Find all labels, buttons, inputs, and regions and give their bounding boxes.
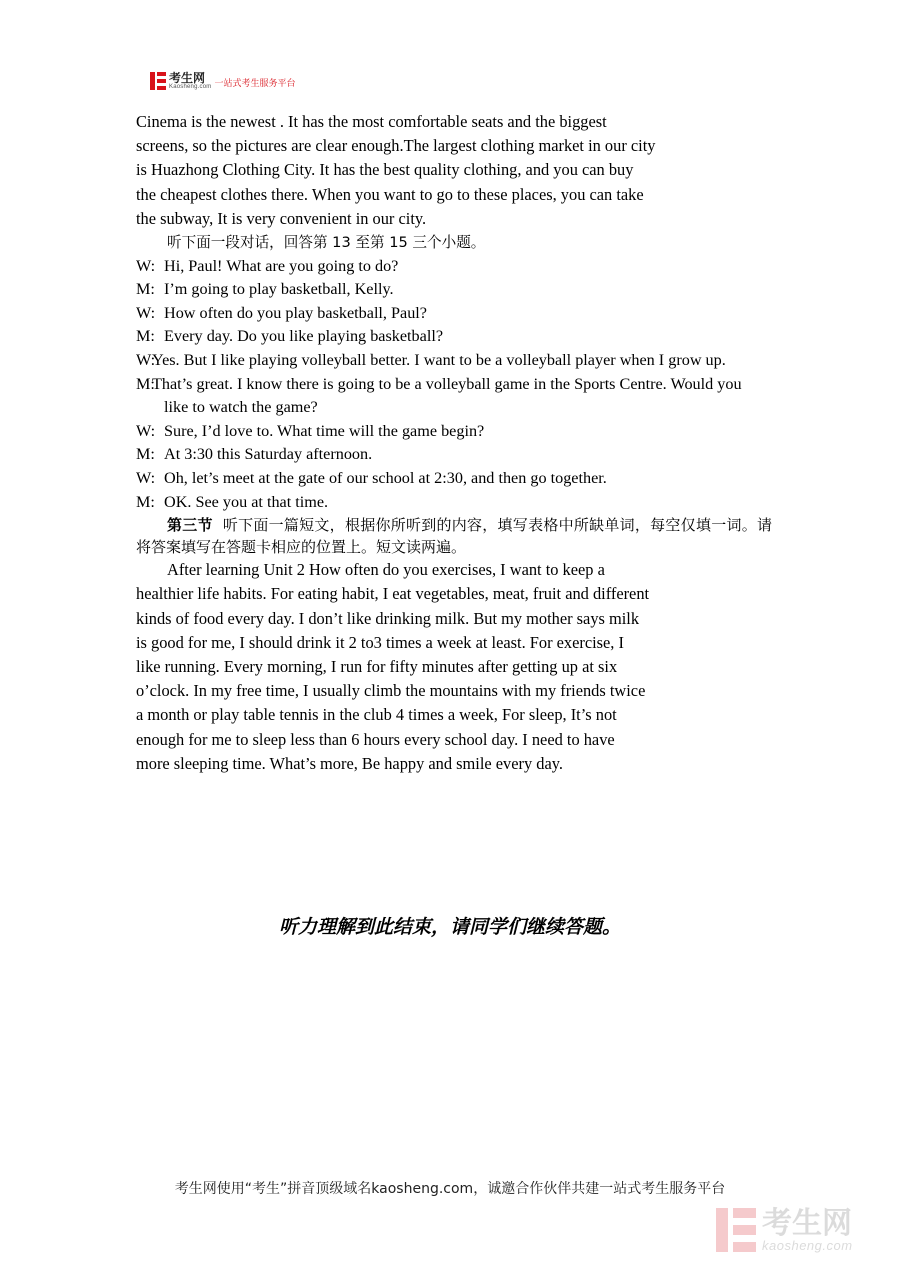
- speaker: W:: [136, 350, 156, 369]
- dialogue-instruction: 听下面一段对话，回答第 13 至第 15 三个小题。: [167, 234, 486, 252]
- logo-slogan: 一站式考生服务平台: [214, 78, 296, 89]
- passage-end: [136, 110, 772, 231]
- speaker: M:: [136, 327, 155, 346]
- passage-line: o’clock. In my free time, I usually climb the mountains with my friends twice: [136, 681, 646, 701]
- utterance: I’m going to play basketball, Kelly.: [164, 280, 394, 299]
- dialogue-line: [136, 255, 772, 279]
- page-content: [136, 110, 772, 776]
- utterance: Hi, Paul! What are you going to do?: [164, 256, 399, 275]
- ending-note: 听力理解到此结束，请同学们继续答题。: [278, 916, 621, 938]
- dialogue-line: [136, 420, 772, 444]
- passage-line: screens, so the pictures are clear enough.The largest clothing market in our city: [136, 136, 656, 156]
- passage-line: After learning Unit 2 How often do you exercises, I want to keep a: [167, 560, 605, 580]
- speaker: M:: [136, 492, 155, 511]
- passage-line: like running. Every morning, I run for fifty minutes after getting up at six: [136, 656, 618, 676]
- passage-line: the subway, It is very convenient in our city.: [136, 208, 427, 228]
- passage-line: is Huazhong Clothing City. It has the best quality clothing, and you can buy: [136, 160, 634, 180]
- logo-cn: 考生网: [169, 71, 206, 85]
- passage-line: the cheapest clothes there. When you want to go to these places, you can take: [136, 184, 644, 204]
- watermark-brand: [762, 1205, 853, 1253]
- dialogue-line: [136, 302, 772, 326]
- speaker: W:: [136, 303, 156, 322]
- utterance: OK. See you at that time.: [164, 492, 329, 511]
- section3-passage: [136, 558, 772, 776]
- utterance: Yes. But I like playing volleyball better. I want to be a volleyball player when I grow up.: [152, 350, 726, 369]
- passage-line: kinds of food every day. I don’t like drinking milk. But my mother says milk: [136, 608, 640, 628]
- logo-brand: [169, 72, 211, 90]
- speaker: M:: [136, 280, 155, 299]
- passage-line: healthier life habits. For eating habit, I eat vegetables, meat, fruit and different: [136, 584, 650, 604]
- passage-line: enough for me to sleep less than 6 hours every school day. I need to have: [136, 729, 615, 749]
- section3-heading: 第三节: [167, 516, 213, 535]
- watermark: [716, 1205, 853, 1253]
- passage-line: Cinema is the newest . It has the most comfortable seats and the biggest: [136, 112, 607, 131]
- logo-en: Kaosheng.com: [169, 84, 212, 90]
- utterance: That’s great. I know there is going to be a volleyball game in the Sports Centre. Would you like to watch the game?: [152, 374, 742, 417]
- utterance: Sure, I’d love to. What time will the game begin?: [164, 421, 485, 440]
- passage-line: is good for me, I should drink it 2 to3 times a week at least. For exercise, I: [136, 632, 624, 652]
- dialogue-line: [136, 467, 772, 491]
- dialogue-line: [136, 325, 772, 349]
- kaosheng-logo-icon: [150, 72, 166, 90]
- watermark-en: kaosheng.com: [762, 1237, 853, 1253]
- speaker: M:: [136, 445, 155, 464]
- dialogue-line: [136, 278, 772, 302]
- dialogue: [136, 255, 772, 515]
- header-logo: [150, 72, 295, 90]
- speaker: W:: [136, 468, 156, 487]
- speaker: W:: [136, 256, 156, 275]
- watermark-cn: 考生网: [762, 1205, 852, 1241]
- dialogue-line: [136, 373, 772, 420]
- footer-text: 考生网使用“考生”拼音顶级域名kaosheng.com，诚邀合作伙伴共建一站式考生服务平台: [174, 1181, 726, 1197]
- passage-line: a month or play table tennis in the club 4 times a week, For sleep, It’s not: [136, 705, 617, 725]
- speaker: M:: [136, 374, 155, 393]
- passage-line: more sleeping time. What’s more, Be happy and smile every day.: [136, 753, 563, 773]
- dialogue-line: [136, 491, 772, 515]
- dialogue-line: [136, 349, 772, 373]
- dialogue-line: [136, 443, 772, 467]
- watermark-logo-icon: [716, 1208, 756, 1252]
- utterance: At 3:30 this Saturday afternoon.: [164, 445, 373, 464]
- utterance: Oh, let’s meet at the gate of our school at 2:30, and then go together.: [164, 468, 607, 487]
- section3-instruction: [136, 514, 772, 558]
- speaker: W:: [136, 421, 156, 440]
- utterance: How often do you play basketball, Paul?: [164, 303, 427, 322]
- section3-instruction-text: 听下面一篇短文，根据你所听到的内容，填写表格中所缺单词，每空仅填一词。请将答案填写在答题卡相应的位置上。短文读两遍。: [136, 516, 772, 557]
- utterance: Every day. Do you like playing basketball?: [164, 327, 444, 346]
